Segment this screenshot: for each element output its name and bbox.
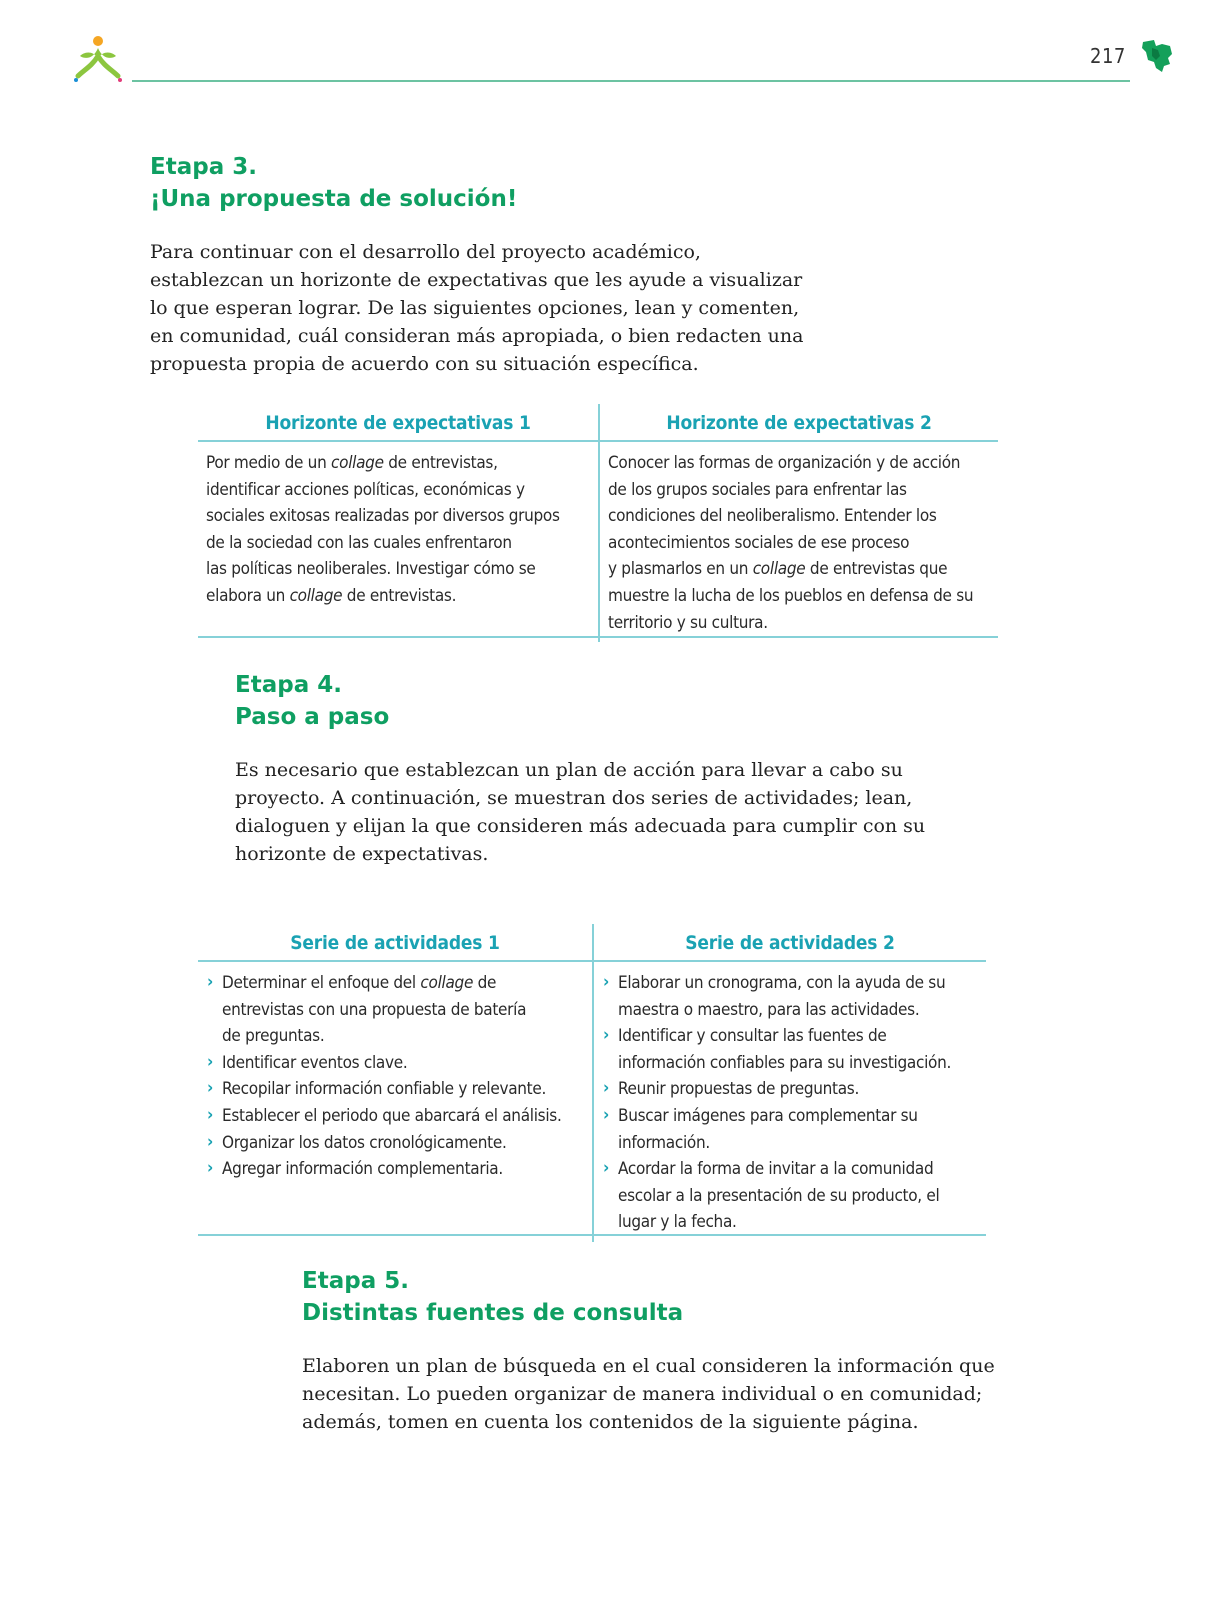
list-item: › Recopilar información confiable y relevante. (206, 1076, 584, 1103)
sprout-logo-icon (72, 34, 124, 86)
activity-list (206, 970, 584, 1183)
paragraph-line: Elaboren un plan de búsqueda en el cual consideren la información que (302, 1355, 995, 1377)
paragraph-line: en comunidad, cuál consideran más apropiada, o bien redacten una (150, 325, 804, 347)
page-number: 217 (1090, 44, 1126, 68)
paragraph-line: necesitan. Lo pueden organizar de manera individual o en comunidad; (302, 1383, 983, 1405)
etapa5-title: Distintas fuentes de consulta (302, 1300, 684, 1326)
actividades-col-2 (592, 924, 986, 1242)
column-header: Horizonte de expectativas 2 (600, 404, 998, 442)
list-item: › Identificar y consultar las fuentes de información confiables para su investigación. (602, 1023, 978, 1076)
paragraph-line: propuesta propia de acuerdo con su situación específica. (150, 353, 699, 375)
etapa5-label: Etapa 5. (302, 1268, 409, 1294)
paragraph-line: establezcan un horizonte de expectativas que les ayude a visualizar (150, 269, 803, 291)
paragraph-line: lo que esperan lograr. De las siguientes opciones, lean y comenten, (150, 297, 800, 319)
column-body: Conocer las formas de organización y de acción de los grupos sociales para enfrentar las condiciones del neoliberalismo. Entender los acontecimientos sociales de ese proceso y plasmarlos en un collage de entrevistas que muestre la lucha de los pueblos en defensa de su territorio y su cultura. (608, 453, 974, 633)
paragraph-line: Para continuar con el desarrollo del proyecto académico, (150, 241, 701, 263)
list-item: › Organizar los datos cronológicamente. (206, 1130, 584, 1157)
header-rule (132, 80, 1130, 82)
column-header: Serie de actividades 1 (198, 924, 592, 962)
list-item: › Buscar imágenes para complementar su información. (602, 1103, 978, 1156)
etapa3-paragraph (150, 238, 850, 378)
list-item: › Acordar la forma de invitar a la comunidad escolar a la presentación de su producto, el lugar y la fecha. (602, 1156, 978, 1236)
paragraph-line: horizonte de expectativas. (235, 843, 489, 865)
etapa5-paragraph (302, 1352, 1022, 1436)
expectativas-col-1 (198, 404, 598, 642)
actividades-col-1 (198, 924, 592, 1242)
column-header: Horizonte de expectativas 1 (198, 404, 598, 442)
column-body: Por medio de un collage de entrevistas, identificar acciones políticas, económicas y sociales exitosas realizadas por diversos grupos de la sociedad con las cuales enfrentaron las políticas neoliberales. Investigar cómo se elabora un collage de entrevistas. (206, 453, 560, 606)
etapa4-label: Etapa 4. (235, 672, 342, 698)
list-item: › Identificar eventos clave. (206, 1050, 584, 1077)
etapa3-title: ¡Una propuesta de solución! (150, 186, 518, 212)
paragraph-line: proyecto. A continuación, se muestran dos series de actividades; lean, (235, 787, 913, 809)
column-header: Serie de actividades 2 (594, 924, 986, 962)
mexico-map-icon (1140, 38, 1174, 74)
expectativas-col-2 (598, 404, 998, 642)
list-item: › Establecer el periodo que abarcará el análisis. (206, 1103, 584, 1130)
etapa4-title: Paso a paso (235, 704, 390, 730)
column-body (594, 962, 986, 1242)
paragraph-line: dialoguen y elijan la que consideren más adecuada para cumplir con su (235, 815, 926, 837)
list-item: › Reunir propuestas de preguntas. (602, 1076, 978, 1103)
actividades-table (198, 924, 986, 1236)
column-body (198, 962, 592, 1189)
paragraph-line: Es necesario que establezcan un plan de acción para llevar a cabo su (235, 759, 903, 781)
etapa3-label: Etapa 3. (150, 154, 257, 180)
activity-list (602, 970, 978, 1236)
expectativas-table (198, 404, 998, 638)
list-item: › Agregar información complementaria. (206, 1156, 584, 1183)
etapa4-paragraph (235, 756, 955, 868)
list-item: › Determinar el enfoque del collage de entrevistas con una propuesta de batería de preguntas. (206, 970, 584, 1050)
list-item: › Elaborar un cronograma, con la ayuda de su maestra o maestro, para las actividades. (602, 970, 978, 1023)
paragraph-line: además, tomen en cuenta los contenidos de la siguiente página. (302, 1411, 919, 1433)
